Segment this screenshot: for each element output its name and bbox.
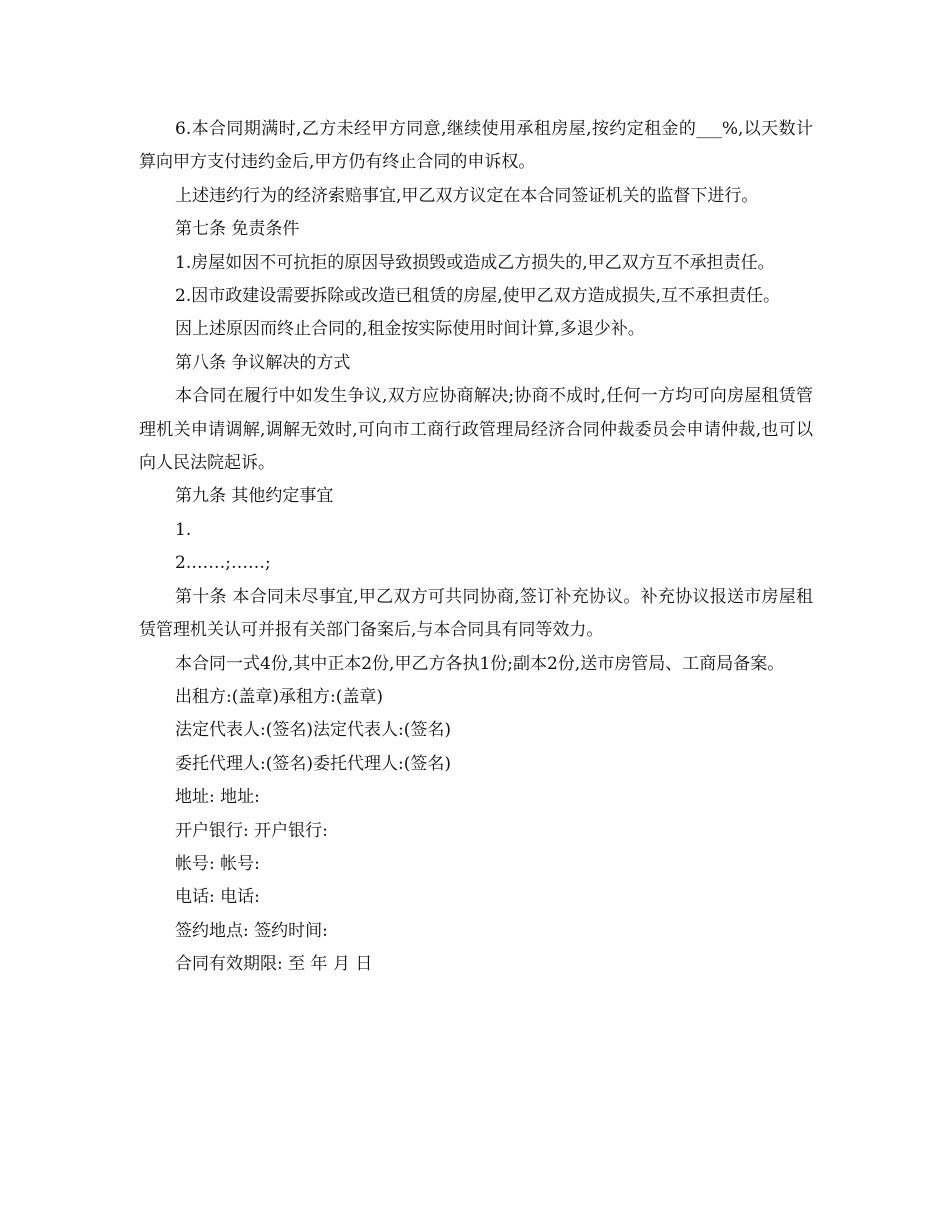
article-8-dispute-resolution: 本合同在履行中如发生争议,双方应协商解决;协商不成时,任何一方均可向房屋租赁管理机关申请调解,调解无效时,可向市工商行政管理局经济合同仲裁委员会申请仲裁,也可以向人民法院起诉。 bbox=[139, 386, 813, 474]
signature-account: 帐号: 帐号: bbox=[175, 853, 260, 874]
article-9-heading: 第九条 其他约定事宜 bbox=[175, 486, 334, 507]
article-7-item-2: 2.因市政建设需要拆除或改造已租赁的房屋,使甲乙双方造成损失,互不承担责任。 bbox=[175, 286, 781, 307]
article-7-rent-settlement: 因上述原因而终止合同的,租金按实际使用时间计算,多退少补。 bbox=[175, 319, 645, 340]
signature-address: 地址: 地址: bbox=[175, 787, 260, 808]
signature-phone: 电话: 电话: bbox=[175, 887, 260, 908]
clause-6-overdue-penalty: 6.本合同期满时,乙方未经甲方同意,继续使用承租房屋,按约定租金的___%,以天数计算向甲方支付违约金后,甲方仍有终止合同的申诉权。 bbox=[139, 119, 813, 173]
article-7-heading: 第七条 免责条件 bbox=[175, 219, 300, 240]
contract-copies: 本合同一式4份,其中正本2份,甲乙方各执1份;副本2份,送市房管局、工商局备案。 bbox=[175, 653, 785, 674]
breach-compensation-supervision: 上述违约行为的经济索赔事宜,甲乙双方议定在本合同签证机关的监督下进行。 bbox=[175, 185, 759, 206]
document-body bbox=[139, 113, 813, 982]
signature-authorized-agent: 委托代理人:(签名)委托代理人:(签名) bbox=[175, 753, 451, 774]
article-9-item-1: 1. bbox=[175, 519, 192, 540]
signature-parties: 出租方:(盖章)承租方:(盖章) bbox=[175, 686, 383, 707]
signing-place-time: 签约地点: 签约时间: bbox=[175, 920, 328, 941]
article-8-heading: 第八条 争议解决的方式 bbox=[175, 352, 351, 373]
article-7-item-1: 1.房屋如因不可抗拒的原因导致损毁或造成乙方损失的,甲乙双方互不承担责任。 bbox=[175, 252, 775, 273]
article-9-item-2: 2.……;……; bbox=[175, 553, 271, 574]
signature-legal-representative: 法定代表人:(签名)法定代表人:(签名) bbox=[175, 720, 451, 741]
contract-validity-period: 合同有效期限: 至 年 月 日 bbox=[175, 954, 373, 975]
signature-bank: 开户银行: 开户银行: bbox=[175, 820, 328, 841]
article-10-supplementary: 第十条 本合同未尽事宜,甲乙双方可共同协商,签订补充协议。补充协议报送市房屋租赁管理机关认可并报有关部门备案后,与本合同具有同等效力。 bbox=[139, 586, 813, 641]
